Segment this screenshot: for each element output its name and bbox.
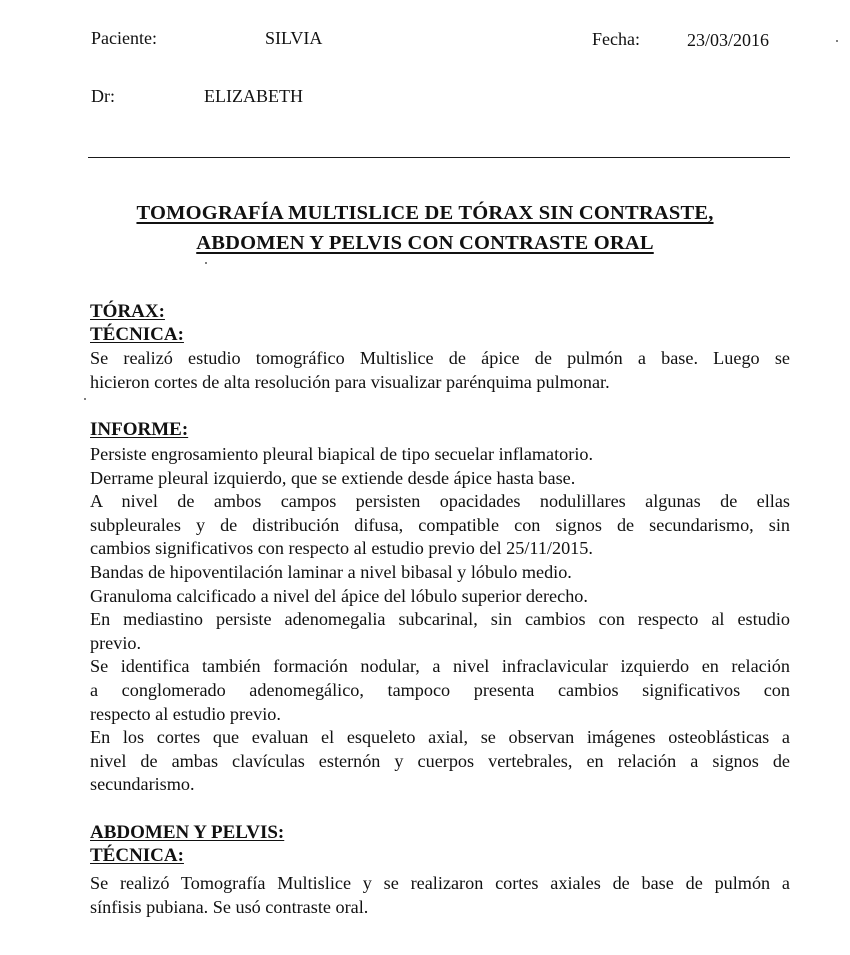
text-line: hicieron cortes de alta resolución para visualizar parénquima pulmonar. <box>90 371 610 392</box>
patient-name: SILVIA <box>265 28 323 48</box>
abdomen-tecnica-heading: TÉCNICA: <box>90 845 184 866</box>
text-line: Se realizó Tomografía Multislice y se realizaron cortes axiales de base de pulmón a <box>90 873 790 893</box>
document-title <box>0 198 850 258</box>
torax-informe-text <box>90 443 790 797</box>
text-line: cambios significativos con respecto al estudio previo del 25/11/2015. <box>90 538 593 559</box>
text-line: secundarismo. <box>90 774 195 795</box>
text-line: Bandas de hipoventilación laminar a nivel bibasal y lóbulo medio. <box>90 561 572 582</box>
text-line: sínfisis pubiana. Se usó contraste oral. <box>90 896 369 917</box>
title-line-1: TOMOGRAFÍA MULTISLICE DE TÓRAX SIN CONTRASTE, <box>136 202 714 224</box>
text-line: subpleurales y de distribución difusa, compatible con signos de secundarismo, sin <box>90 514 790 535</box>
text-line: En mediastino persiste adenomegalia subcarinal, sin cambios con respecto al estudio <box>90 609 790 630</box>
header-divider <box>88 157 790 158</box>
scan-speck <box>205 262 207 264</box>
scan-speck <box>84 398 86 400</box>
text-line: Se identifica también formación nodular, a nivel infraclavicular izquierdo en relación <box>90 656 790 677</box>
scan-speck <box>836 40 838 42</box>
torax-informe-heading: INFORME: <box>90 419 189 440</box>
title-line-2: ABDOMEN Y PELVIS CON CONTRASTE ORAL <box>196 232 654 254</box>
abdomen-tecnica-text <box>90 872 790 919</box>
text-line: Persiste engrosamiento pleural biapical de tipo secuelar inflamatorio. <box>90 444 594 464</box>
text-line: previo. <box>90 632 142 653</box>
text-line: En los cortes que evaluan el esqueleto axial, se observan imágenes osteoblásticas a <box>90 727 790 748</box>
text-line: Granuloma calcificado a nivel del ápice del lóbulo superior derecho. <box>90 585 588 606</box>
text-line: respecto al estudio previo. <box>90 703 281 724</box>
text-line: a conglomerado adenomegálico, tampoco presenta cambios significativos con <box>90 679 790 700</box>
text-line: nivel de ambas clavículas esternón y cuerpos vertebrales, en relación a signos de <box>90 750 790 771</box>
text-line: Derrame pleural izquierdo, que se extiende desde ápice hasta base. <box>90 467 576 488</box>
torax-heading: TÓRAX: <box>90 301 165 322</box>
text-line: Se realizó estudio tomográfico Multislice de ápice de pulmón a base. Luego se <box>90 348 790 368</box>
abdomen-heading: ABDOMEN Y PELVIS: <box>90 822 285 843</box>
date-label: Fecha: <box>592 29 640 49</box>
date-value: 23/03/2016 <box>687 30 770 50</box>
torax-tecnica-heading: TÉCNICA: <box>90 324 184 345</box>
patient-label: Paciente: <box>91 28 157 48</box>
text-line: A nivel de ambos campos persisten opacidades nodulillares algunas de ellas <box>90 491 790 512</box>
doctor-label: Dr: <box>91 86 115 106</box>
doctor-name: ELIZABETH <box>204 86 303 106</box>
torax-tecnica-text <box>90 347 790 394</box>
